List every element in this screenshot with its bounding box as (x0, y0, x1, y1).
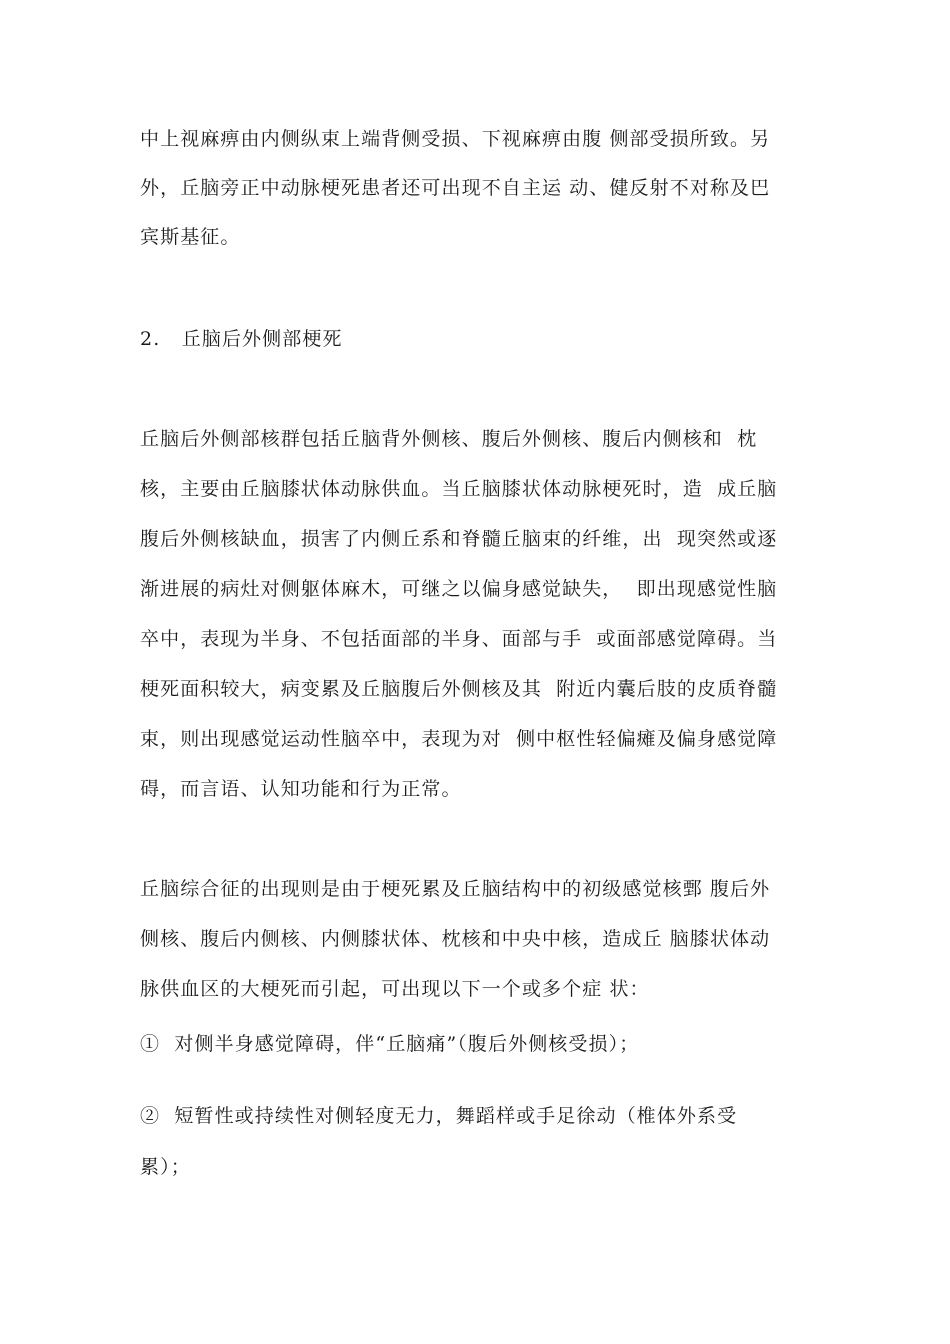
paragraph-line: 核，主要由丘脑膝状体动脉供血。当丘脑膝状体动脉梗死时，造 成丘脑 (140, 478, 778, 500)
list-item: ② 短暂性或持续性对侧轻度无力，舞蹈样或手足徐动（椎体外系受 (140, 1105, 738, 1127)
paragraph-line: 渐进展的病灶对侧躯体麻木，可继之以偏身感觉缺失， 即出现感觉性脑 (140, 578, 778, 600)
paragraph-line: 碍，而言语、认知功能和行为正常。 (140, 778, 462, 800)
paragraph-line: 卒中，表现为半身、不包括面部的半身、面部与手 或面部感觉障碍。当 (140, 628, 778, 650)
paragraph-line: 宾斯基征。 (140, 226, 241, 248)
paragraph-line: 丘脑综合征的出现则是由于梗死累及丘脑结构中的初级感觉核鄄 腹后外 (140, 878, 771, 900)
list-item: ① 对侧半身感觉障碍，伴“丘脑痛”（腹后外侧核受损）； (140, 1033, 640, 1055)
list-item-continuation: 累）； (140, 1156, 191, 1178)
paragraph-line: 脉供血区的大梗死而引起，可出现以下一个或多个症 状： (140, 978, 650, 1000)
paragraph-line: 侧核、腹后内侧核、内侧膝状体、枕核和中央中核，造成丘 脑膝状体动 (140, 928, 771, 950)
section-heading: 2. 丘脑后外侧部梗死 (140, 328, 343, 350)
paragraph-line: 丘脑后外侧部核群包括丘脑背外侧核、腹后外侧核、腹后内侧核和 枕 (140, 428, 758, 450)
paragraph-line: 腹后外侧核缺血，损害了内侧丘系和脊髓丘脑束的纤维，出 现突然或逐 (140, 528, 778, 550)
paragraph-line: 梗死面积较大，病变累及丘脑腹后外侧核及其 附近内囊后肢的皮质脊髓 (140, 678, 778, 700)
paragraph-line: 中上视麻痹由内侧纵束上端背侧受损、下视麻痹由腹 侧部受损所致。另 (140, 128, 771, 150)
paragraph-line: 外，丘脑旁正中动脉梗死患者还可出现不自主运 动、健反射不对称及巴 (140, 177, 771, 199)
paragraph-line: 束，则出现感觉运动性脑卒中，表现为对 侧中枢性轻偏瘫及偏身感觉障 (140, 728, 778, 750)
